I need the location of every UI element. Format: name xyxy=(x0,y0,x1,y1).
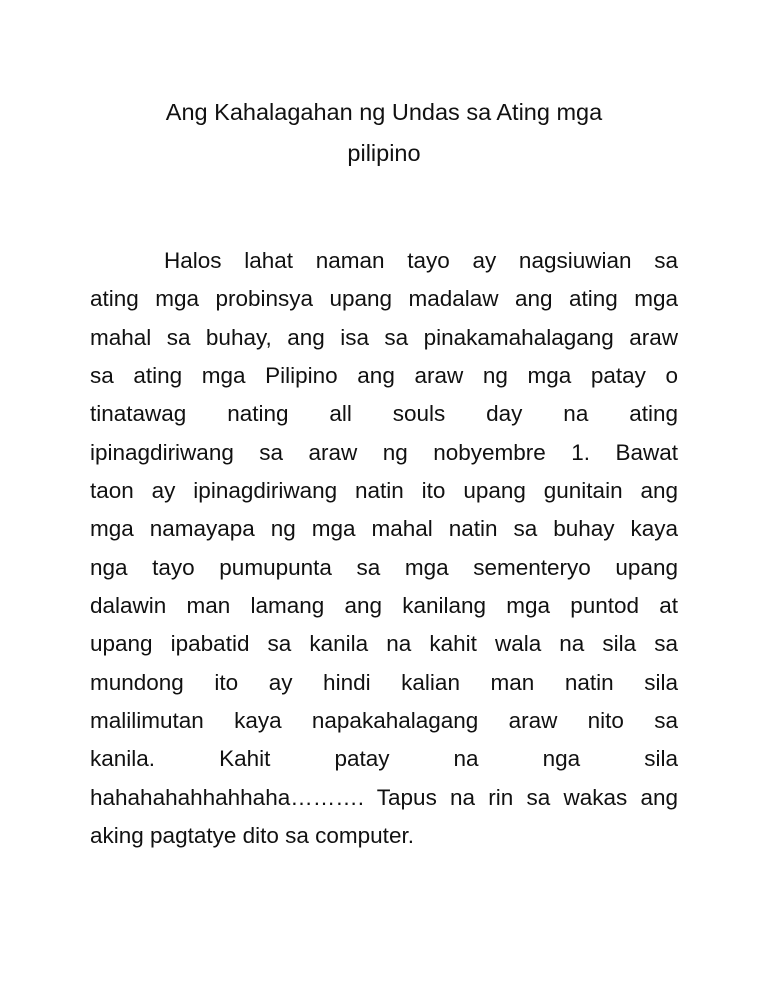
paragraph-line: ating mga probinsya upang madalaw ang ating mga xyxy=(90,286,678,312)
paragraph-line: sa ating mga Pilipino ang araw ng mga patay o xyxy=(90,363,678,389)
paragraph-line: malilimutan kaya napakahalagang araw nito sa xyxy=(90,708,678,734)
paragraph-line: mahal sa buhay, ang isa sa pinakamahalagang araw xyxy=(90,324,678,350)
document-title xyxy=(90,92,678,174)
paragraph-line: dalawin man lamang ang kanilang mga puntod at xyxy=(90,593,678,619)
paragraph-line: taon ay ipinagdiriwang natin ito upang gunitain ang xyxy=(90,478,678,504)
paragraph-line: tinatawag nating all souls day na ating xyxy=(90,401,678,427)
title-line: Ang Kahalagahan ng Undas sa Ating mga xyxy=(165,99,603,125)
paragraph-line: ipinagdiriwang sa araw ng nobyembre 1. Bawat xyxy=(90,439,678,465)
paragraph-line: aking pagtatye dito sa computer. xyxy=(90,823,414,849)
paragraph-line: upang ipabatid sa kanila na kahit wala na sila sa xyxy=(90,631,678,657)
paragraph-line: mga namayapa ng mga mahal natin sa buhay kaya xyxy=(90,516,678,542)
paragraph-line: kanila. Kahit patay na nga sila xyxy=(90,746,678,772)
paragraph-line: mundong ito ay hindi kalian man natin sila xyxy=(90,669,678,695)
title-line: pilipino xyxy=(347,140,421,166)
paragraph-line: hahahahahhahhaha………. Tapus na rin sa wakas ang xyxy=(90,784,678,810)
document-paragraph xyxy=(90,242,678,856)
paragraph-line: nga tayo pumupunta sa mga sementeryo upang xyxy=(90,554,678,580)
paragraph-line: Halos lahat naman tayo ay nagsiuwian sa xyxy=(164,248,678,273)
